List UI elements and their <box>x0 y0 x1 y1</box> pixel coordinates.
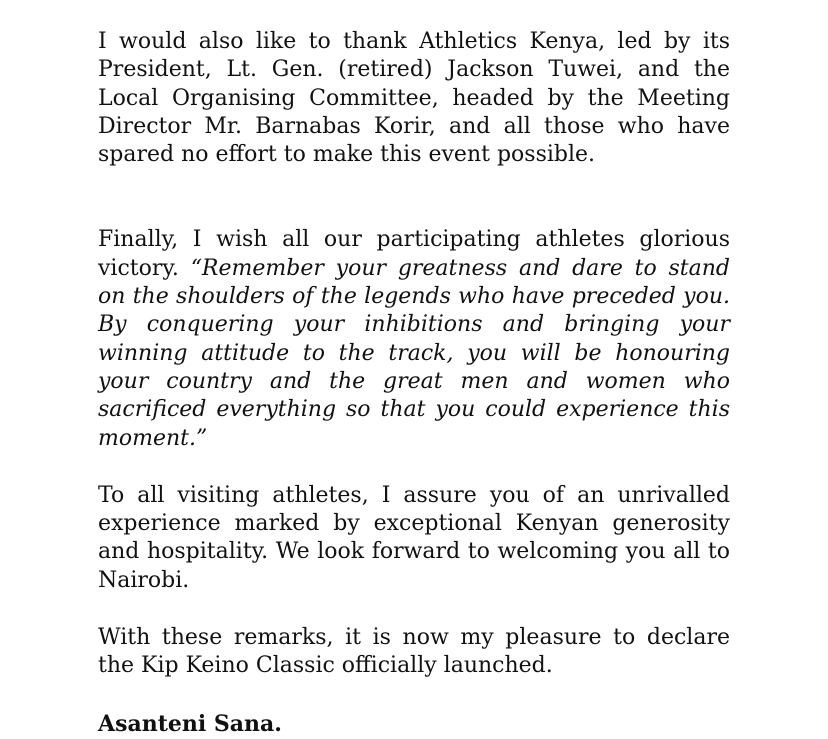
speech-document <box>98 28 730 738</box>
paragraph-visitors: To all visiting athletes, I assure you of an unrivalled experience marked by exceptional Kenyan generosity and hospitality. We look forward to welcoming you all to Nairobi. <box>98 482 730 593</box>
paragraph-spacer <box>98 169 730 226</box>
paragraph-spacer <box>98 453 730 482</box>
paragraph-remarks: With these remarks, it is now my pleasure to declare the Kip Keino Classic officially launched. <box>98 625 730 679</box>
paragraph-spacer <box>98 595 730 624</box>
paragraph-finally <box>98 226 730 452</box>
paragraph-finally-intro: Finally, I wish all our participating athletes glorious victory. <box>98 227 730 281</box>
closing-signoff: Asanteni Sana. <box>98 710 282 737</box>
paragraph-spacer <box>98 681 730 710</box>
paragraph-finally-quote: “Remember your greatness and dare to stand on the shoulders of the legends who have preceded you. By conquering your inhibitions and bringing your winning attitude to the track, you will be honouring your country and the great men and women who sacrificed everything so that you could experience this moment.” <box>98 255 730 451</box>
paragraph-thanks: I would also like to thank Athletics Kenya, led by its President, Lt. Gen. (retired) Jackson Tuwei, and the Local Organising Committee, headed by the Meeting Director Mr. Barnabas Korir, and all those who have spared no effort to make this event possible. <box>98 29 730 168</box>
